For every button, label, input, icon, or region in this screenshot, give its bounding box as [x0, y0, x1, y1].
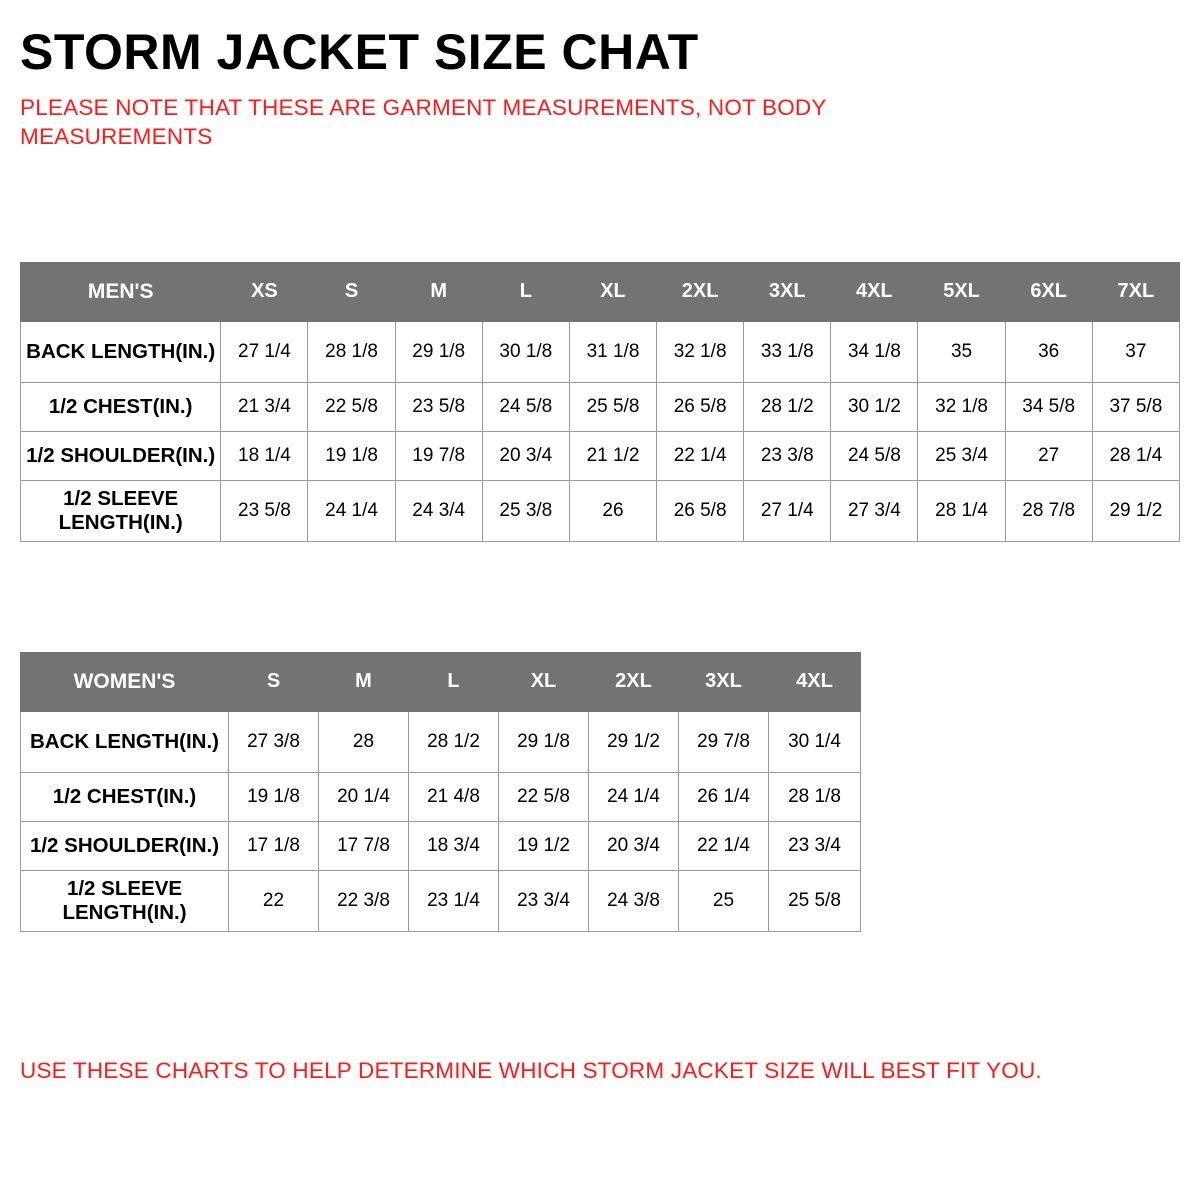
mens-cell: 21 3/4 [221, 383, 308, 432]
womens-size-header: L [409, 653, 499, 712]
mens-size-header: 2XL [657, 263, 744, 322]
womens-cell: 23 3/4 [499, 871, 589, 932]
page-title: STORM JACKET SIZE CHAT [20, 24, 699, 80]
womens-cell: 27 3/8 [229, 712, 319, 773]
mens-cell: 31 1/8 [569, 322, 656, 383]
womens-table-header [21, 653, 861, 712]
mens-cell: 36 [1005, 322, 1092, 383]
mens-size-header: 7XL [1092, 263, 1179, 322]
footer-note: USE THESE CHARTS TO HELP DETERMINE WHICH STORM JACKET SIZE WILL BEST FIT YOU. [20, 1058, 1042, 1083]
womens-size-header: XL [499, 653, 589, 712]
mens-cell: 19 7/8 [395, 432, 482, 481]
womens-cell: 29 7/8 [679, 712, 769, 773]
mens-cell: 27 1/4 [744, 481, 831, 542]
table-row [21, 712, 861, 773]
womens-cell: 19 1/2 [499, 822, 589, 871]
mens-size-header: S [308, 263, 395, 322]
mens-cell: 23 5/8 [221, 481, 308, 542]
mens-cell: 27 [1005, 432, 1092, 481]
womens-cell: 28 [319, 712, 409, 773]
mens-cell: 27 3/4 [831, 481, 918, 542]
mens-cell: 25 3/8 [482, 481, 569, 542]
table-row [21, 383, 1180, 432]
mens-row-label: 1/2 SHOULDER(IN.) [21, 432, 221, 481]
table-row [21, 481, 1180, 542]
womens-row-label: 1/2 SLEEVE LENGTH(IN.) [21, 871, 229, 932]
mens-cell: 25 3/4 [918, 432, 1005, 481]
mens-cell: 37 5/8 [1092, 383, 1179, 432]
table-row [21, 322, 1180, 383]
womens-size-table-wrapper [20, 652, 861, 932]
mens-row-label: 1/2 SLEEVE LENGTH(IN.) [21, 481, 221, 542]
womens-table-body [21, 712, 861, 932]
mens-size-header: XS [221, 263, 308, 322]
mens-cell: 19 1/8 [308, 432, 395, 481]
mens-cell: 26 5/8 [657, 383, 744, 432]
womens-cell: 28 1/8 [769, 773, 861, 822]
womens-corner-label: WOMEN'S [21, 653, 229, 712]
mens-cell: 34 1/8 [831, 322, 918, 383]
table-row [21, 871, 861, 932]
mens-cell: 27 1/4 [221, 322, 308, 383]
womens-cell: 21 4/8 [409, 773, 499, 822]
mens-size-header: L [482, 263, 569, 322]
mens-cell: 32 1/8 [918, 383, 1005, 432]
mens-cell: 24 5/8 [831, 432, 918, 481]
womens-cell: 22 1/4 [679, 822, 769, 871]
mens-row-label: BACK LENGTH(IN.) [21, 322, 221, 383]
mens-corner-label: MEN'S [21, 263, 221, 322]
measurement-note: PLEASE NOTE THAT THESE ARE GARMENT MEASUREMENTS, NOT BODY MEASUREMENTS [20, 94, 827, 150]
mens-cell: 26 5/8 [657, 481, 744, 542]
womens-cell: 25 [679, 871, 769, 932]
womens-cell: 22 5/8 [499, 773, 589, 822]
womens-row-label: BACK LENGTH(IN.) [21, 712, 229, 773]
womens-size-header: 4XL [769, 653, 861, 712]
womens-cell: 17 1/8 [229, 822, 319, 871]
mens-table-header [21, 263, 1180, 322]
womens-cell: 23 1/4 [409, 871, 499, 932]
womens-cell: 25 5/8 [769, 871, 861, 932]
womens-cell: 19 1/8 [229, 773, 319, 822]
mens-cell: 18 1/4 [221, 432, 308, 481]
mens-cell: 29 1/2 [1092, 481, 1179, 542]
womens-size-header: S [229, 653, 319, 712]
mens-cell: 30 1/8 [482, 322, 569, 383]
mens-cell: 22 1/4 [657, 432, 744, 481]
mens-cell: 22 5/8 [308, 383, 395, 432]
womens-cell: 28 1/2 [409, 712, 499, 773]
mens-size-table [20, 262, 1180, 542]
womens-cell: 30 1/4 [769, 712, 861, 773]
womens-row-label: 1/2 CHEST(IN.) [21, 773, 229, 822]
womens-cell: 24 1/4 [589, 773, 679, 822]
mens-cell: 37 [1092, 322, 1179, 383]
table-row [21, 773, 861, 822]
womens-size-header: M [319, 653, 409, 712]
mens-cell: 21 1/2 [569, 432, 656, 481]
mens-cell: 28 7/8 [1005, 481, 1092, 542]
womens-cell: 26 1/4 [679, 773, 769, 822]
womens-header-row [21, 653, 861, 712]
mens-cell: 32 1/8 [657, 322, 744, 383]
womens-size-header: 3XL [679, 653, 769, 712]
womens-cell: 20 1/4 [319, 773, 409, 822]
womens-row-label: 1/2 SHOULDER(IN.) [21, 822, 229, 871]
womens-size-header: 2XL [589, 653, 679, 712]
mens-table-body [21, 322, 1180, 542]
mens-size-header: 4XL [831, 263, 918, 322]
table-row [21, 432, 1180, 481]
womens-size-table [20, 652, 861, 932]
mens-cell: 24 3/4 [395, 481, 482, 542]
mens-cell: 29 1/8 [395, 322, 482, 383]
womens-cell: 20 3/4 [589, 822, 679, 871]
womens-cell: 29 1/2 [589, 712, 679, 773]
mens-size-header: XL [569, 263, 656, 322]
womens-cell: 17 7/8 [319, 822, 409, 871]
mens-cell: 23 5/8 [395, 383, 482, 432]
mens-header-row [21, 263, 1180, 322]
mens-size-header: 5XL [918, 263, 1005, 322]
mens-cell: 33 1/8 [744, 322, 831, 383]
mens-cell: 23 3/8 [744, 432, 831, 481]
womens-cell: 22 [229, 871, 319, 932]
mens-cell: 28 1/4 [918, 481, 1005, 542]
mens-size-table-wrapper [20, 262, 1180, 542]
mens-cell: 24 5/8 [482, 383, 569, 432]
mens-cell: 35 [918, 322, 1005, 383]
mens-cell: 25 5/8 [569, 383, 656, 432]
mens-cell: 28 1/8 [308, 322, 395, 383]
mens-cell: 28 1/4 [1092, 432, 1179, 481]
womens-cell: 29 1/8 [499, 712, 589, 773]
womens-cell: 24 3/8 [589, 871, 679, 932]
table-row [21, 822, 861, 871]
mens-row-label: 1/2 CHEST(IN.) [21, 383, 221, 432]
womens-cell: 22 3/8 [319, 871, 409, 932]
mens-cell: 24 1/4 [308, 481, 395, 542]
mens-cell: 30 1/2 [831, 383, 918, 432]
mens-size-header: 6XL [1005, 263, 1092, 322]
mens-cell: 34 5/8 [1005, 383, 1092, 432]
mens-size-header: 3XL [744, 263, 831, 322]
mens-size-header: M [395, 263, 482, 322]
womens-cell: 23 3/4 [769, 822, 861, 871]
mens-cell: 26 [569, 481, 656, 542]
mens-cell: 20 3/4 [482, 432, 569, 481]
mens-cell: 28 1/2 [744, 383, 831, 432]
womens-cell: 18 3/4 [409, 822, 499, 871]
